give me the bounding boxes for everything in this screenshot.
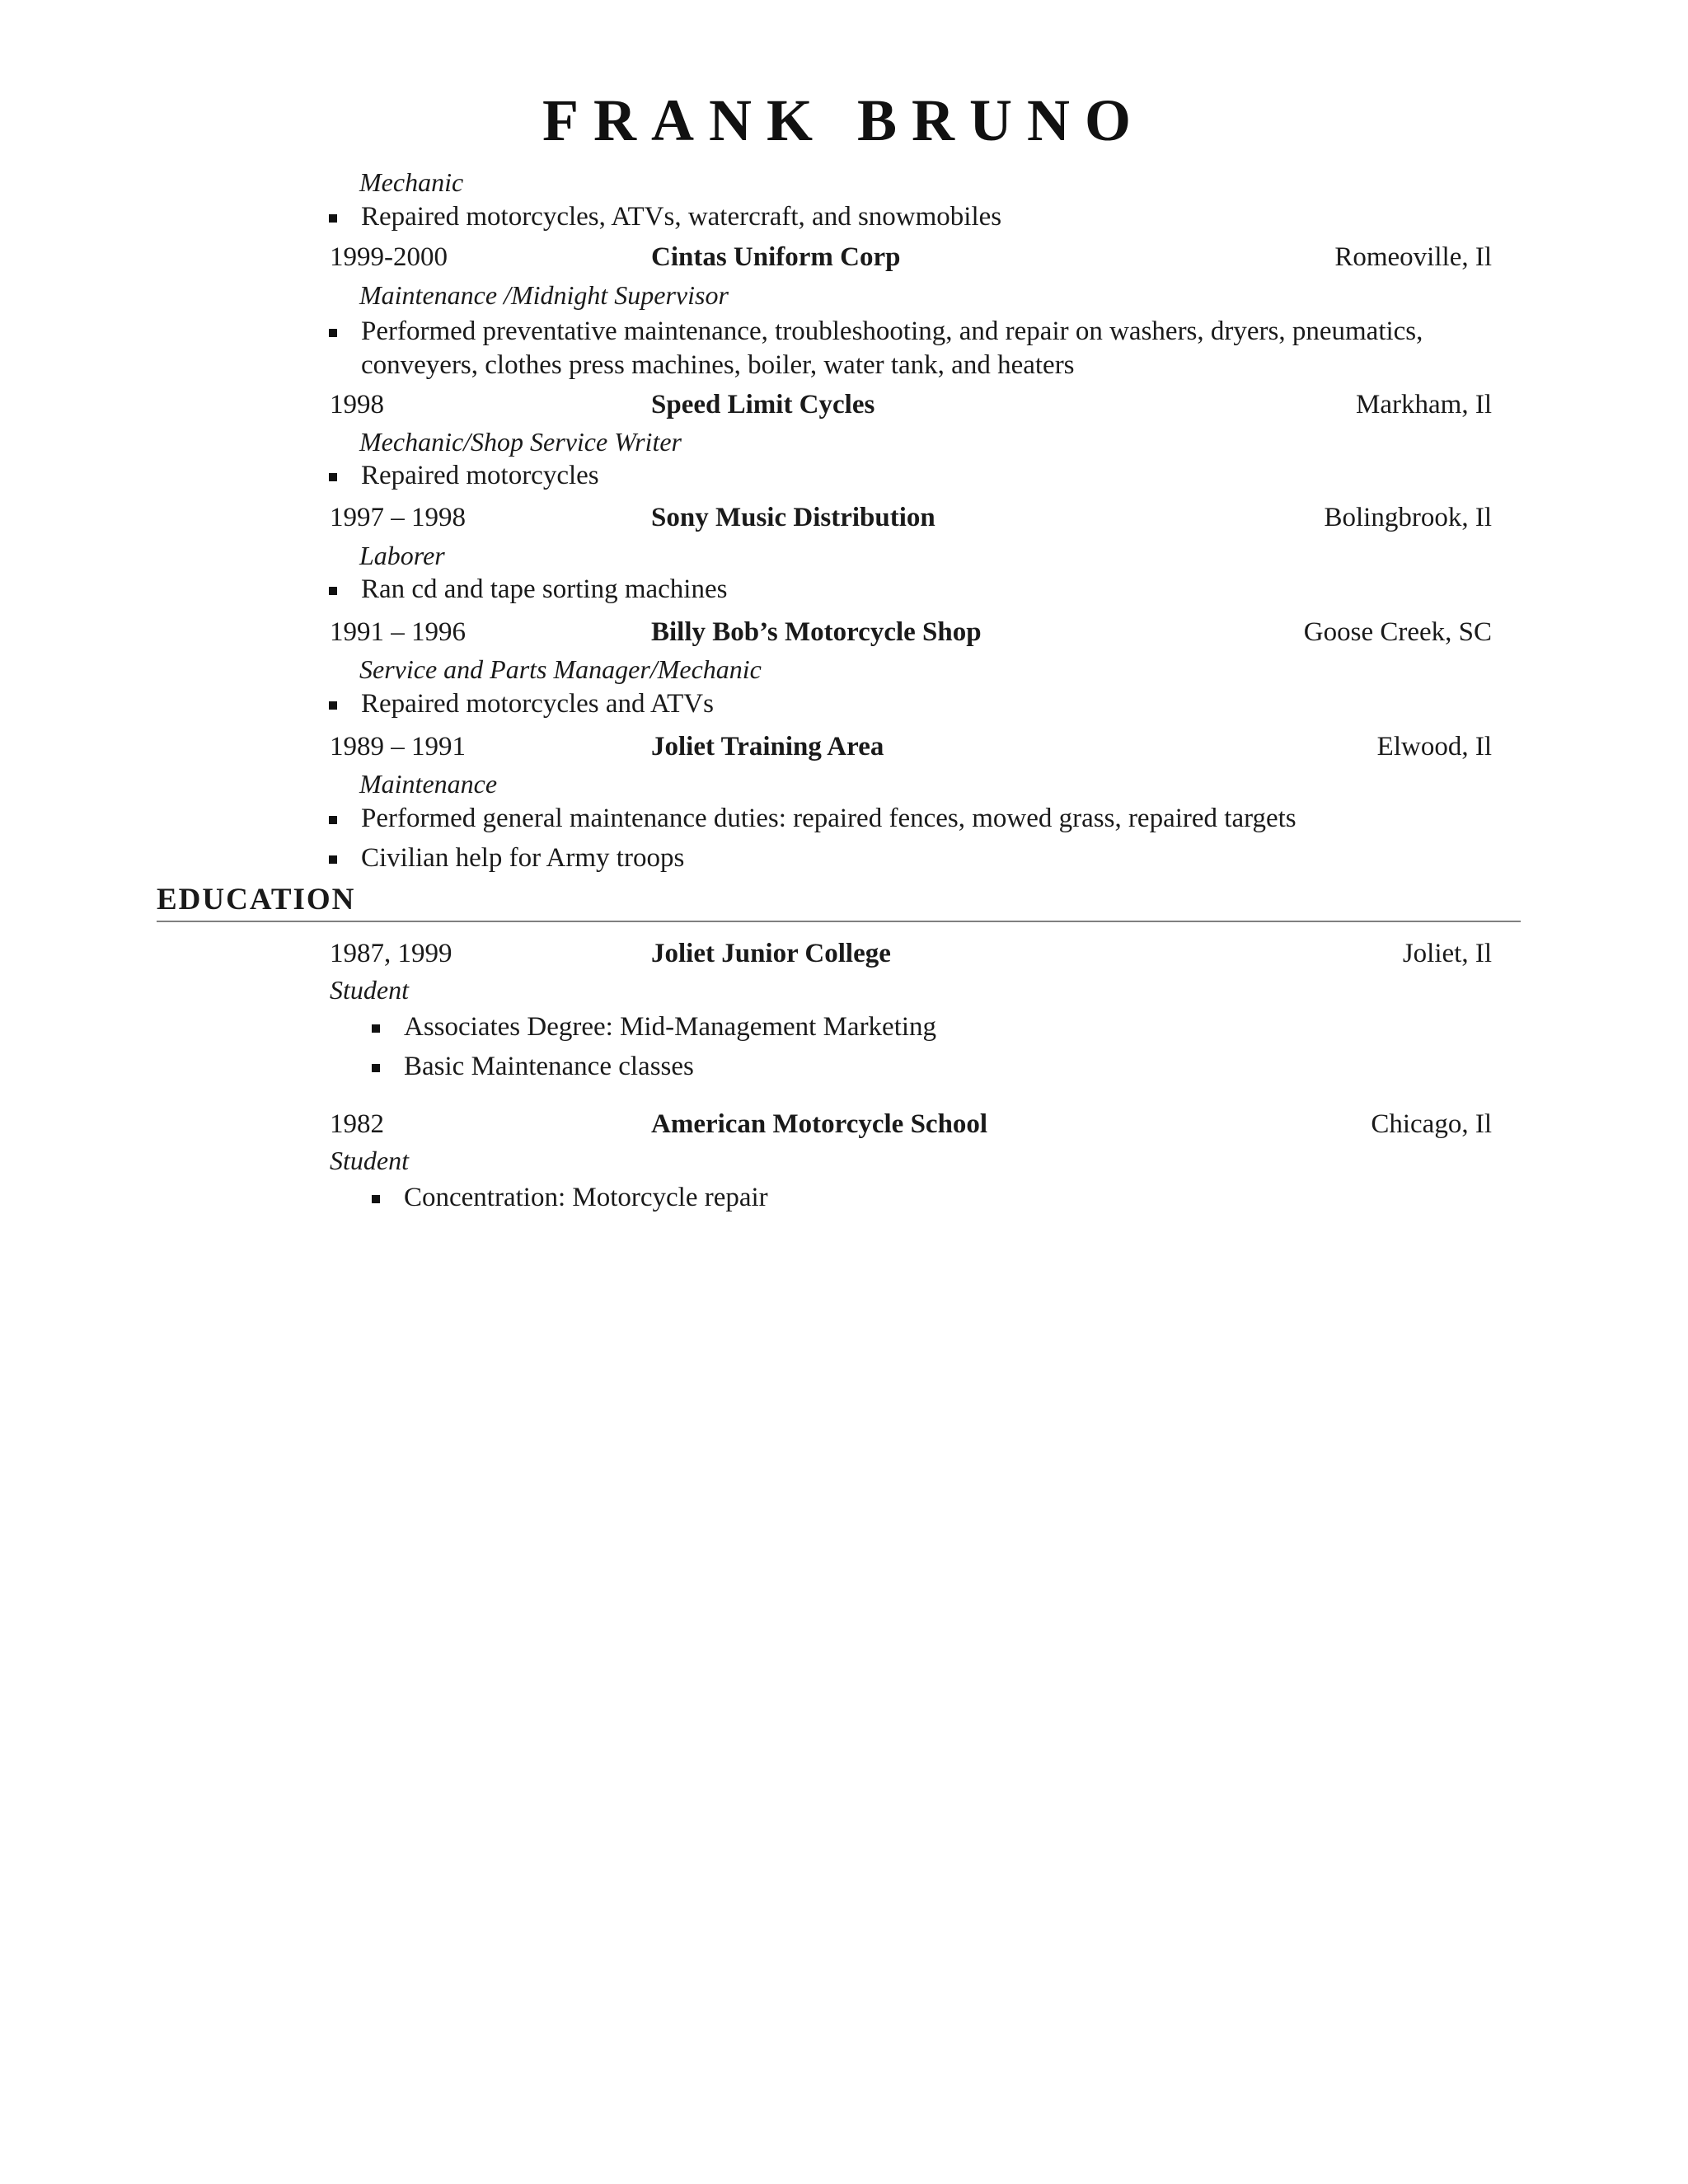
job-title: Service and Parts Manager/Mechanic (359, 654, 762, 684)
school-dates: 1987, 1999 (330, 939, 452, 968)
job-title: Laborer (359, 541, 445, 570)
school-bullet: Basic Maintenance classes (404, 1050, 694, 1084)
bullet-icon (372, 1064, 380, 1072)
school-title: Student (330, 1146, 409, 1175)
job-title: Maintenance (359, 769, 498, 799)
job-bullet: Repaired motorcycles (361, 459, 599, 493)
bullet-icon (329, 701, 337, 710)
job-dates: 1998 (330, 390, 384, 419)
job-organization: Speed Limit Cycles (651, 390, 875, 419)
school-name: Joliet Junior College (651, 939, 891, 968)
bullet-icon (329, 473, 337, 481)
job-location: Markham, Il (1356, 390, 1492, 419)
bullet-icon (329, 329, 337, 337)
school-title: Student (330, 975, 409, 1005)
job-dates: 1999-2000 (330, 242, 448, 272)
section-heading-education: EDUCATION (157, 883, 356, 916)
job-location: Goose Creek, SC (1303, 617, 1492, 647)
job-dates: 1997 – 1998 (330, 503, 466, 532)
job-bullet: Repaired motorcycles and ATVs (361, 687, 714, 721)
job-organization: Sony Music Distribution (651, 503, 935, 532)
job-title: Maintenance /Midnight Supervisor (359, 280, 729, 310)
job-organization: Billy Bob’s Motorcycle Shop (651, 617, 982, 647)
job-location: Romeoville, Il (1334, 242, 1492, 272)
school-bullet: Concentration: Motorcycle repair (404, 1181, 768, 1215)
bullet-icon (372, 1195, 380, 1203)
school-dates: 1982 (330, 1109, 384, 1139)
school-bullet: Associates Degree: Mid-Management Marketing (404, 1010, 936, 1044)
job-title: Mechanic/Shop Service Writer (359, 427, 682, 457)
job-bullet: Performed general maintenance duties: repaired fences, mowed grass, repaired targets (361, 802, 1296, 836)
bullet-icon (329, 855, 337, 864)
school-location: Chicago, Il (1371, 1109, 1492, 1139)
job-organization: Joliet Training Area (651, 732, 884, 762)
school-name: American Motorcycle School (651, 1109, 988, 1139)
bullet-icon (329, 816, 337, 824)
job-location: Elwood, Il (1376, 732, 1492, 762)
job-dates: 1989 – 1991 (330, 732, 466, 762)
job-location: Bolingbrook, Il (1324, 503, 1492, 532)
job-bullet: Ran cd and tape sorting machines (361, 573, 727, 607)
job-title: Mechanic (359, 167, 464, 197)
bullet-icon (372, 1024, 380, 1033)
section-divider (157, 921, 1521, 922)
bullet-icon (329, 214, 337, 223)
job-bullet: Performed preventative maintenance, troubleshooting, and repair on washers, dryers, pneumatics, conveyers, clothes press machines, boiler, water tank, and heaters (361, 315, 1523, 382)
school-location: Joliet, Il (1402, 939, 1492, 968)
job-bullet: Civilian help for Army troops (361, 841, 684, 875)
bullet-icon (329, 587, 337, 595)
resume-name: FRANK BRUNO (542, 87, 1146, 153)
job-dates: 1991 – 1996 (330, 617, 466, 647)
job-bullet: Repaired motorcycles, ATVs, watercraft, and snowmobiles (361, 200, 1001, 234)
job-organization: Cintas Uniform Corp (651, 242, 901, 272)
